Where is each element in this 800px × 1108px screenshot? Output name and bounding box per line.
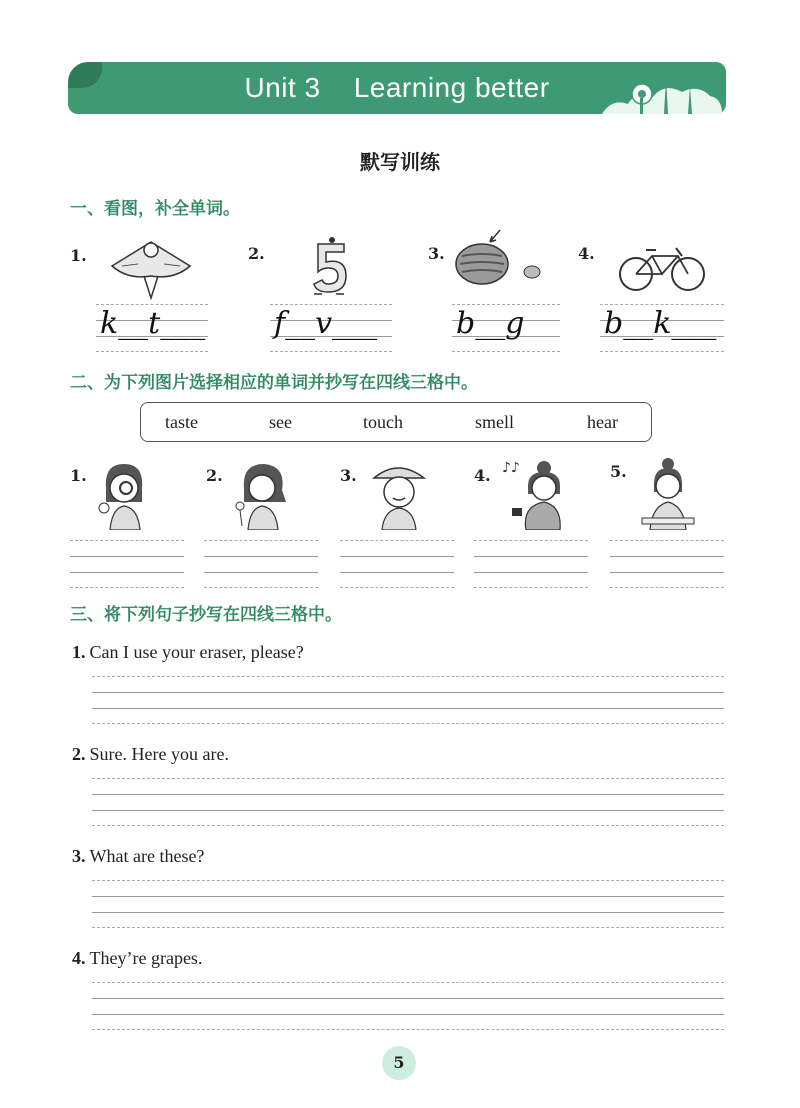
sentence-2-text: Sure. Here you are. (89, 744, 229, 764)
sentence-1 (72, 642, 304, 663)
unit-title: Unit 3 Learning better (244, 72, 550, 103)
girl-magnifier-icon (96, 458, 152, 530)
unit-banner (68, 62, 726, 114)
section-2-heading: 二、为下列图片选择相应的单词并抄写在四线三格中。 (70, 373, 478, 393)
sentence-3-lines[interactable] (92, 880, 724, 928)
sentence-2-lines[interactable] (92, 778, 724, 826)
sentence-4 (72, 948, 202, 969)
page-title: 默写训练 (360, 150, 440, 174)
bicycle-icon (616, 242, 708, 292)
sentence-2 (72, 744, 229, 765)
word-bank-item: touch (363, 412, 403, 432)
sentence-3 (72, 846, 204, 867)
boy-tasting-icon (366, 458, 432, 530)
s2-item-5-lines[interactable] (610, 540, 724, 588)
s2-item-5-number: 5. (610, 462, 627, 481)
s1-item-4-lines[interactable] (600, 304, 724, 352)
sentence-2-number: 2. (72, 744, 86, 764)
word-bank-item: hear (587, 412, 618, 432)
s2-item-1-number: 1. (70, 466, 87, 485)
s1-item-2-partial-word: f__v___ (274, 306, 378, 341)
girl-touching-icon (638, 456, 698, 530)
girl-smelling-flower-icon (230, 458, 296, 530)
word-bank (140, 402, 652, 442)
s1-item-2-number: 2. (248, 244, 265, 263)
s2-item-1-lines[interactable] (70, 540, 184, 588)
sentence-3-text: What are these? (89, 846, 205, 866)
svg-text:♪♪: ♪♪ (502, 460, 520, 476)
s2-item-4-number: 4. (474, 466, 491, 485)
s1-item-3-partial-word: b__g (456, 306, 525, 341)
sentence-4-text: They’re grapes. (89, 948, 203, 968)
sentence-3-number: 3. (72, 846, 86, 866)
girl-listening-music-icon (500, 456, 570, 530)
page-number: 5 (382, 1046, 416, 1080)
s1-item-3-number: 3. (428, 244, 445, 263)
s1-item-1-lines[interactable] (96, 304, 208, 352)
word-bank-item: taste (165, 412, 198, 432)
sentence-1-number: 1. (72, 642, 86, 662)
kite-icon (108, 236, 194, 300)
section-3-heading: 三、将下列句子抄写在四线三格中。 (70, 605, 342, 625)
section-1-heading: 一、看图，补全单词。 (70, 199, 240, 219)
s1-item-4-partial-word: b__k___ (604, 306, 717, 341)
s1-item-1-number: 1. (70, 246, 87, 265)
s2-item-2-lines[interactable] (204, 540, 318, 588)
s2-item-4-lines[interactable] (474, 540, 588, 588)
sentence-4-lines[interactable] (92, 982, 724, 1030)
tree-decoration-icon (602, 68, 722, 114)
sentence-4-number: 4. (72, 948, 86, 968)
word-bank-item: see (269, 412, 292, 432)
s1-item-1-partial-word: k__t___ (100, 306, 206, 341)
s2-item-3-lines[interactable] (340, 540, 454, 588)
s1-item-2-lines[interactable] (270, 304, 392, 352)
five-icon (306, 236, 356, 298)
s1-item-4-number: 4. (578, 244, 595, 263)
sentence-1-text: Can I use your eraser, please? (89, 642, 304, 662)
sentence-1-lines[interactable] (92, 676, 724, 724)
word-bank-item: smell (475, 412, 514, 432)
watermelon-icon (452, 226, 548, 292)
s2-item-3-number: 3. (340, 466, 357, 485)
s1-item-3-lines[interactable] (452, 304, 560, 352)
s2-item-2-number: 2. (206, 466, 223, 485)
